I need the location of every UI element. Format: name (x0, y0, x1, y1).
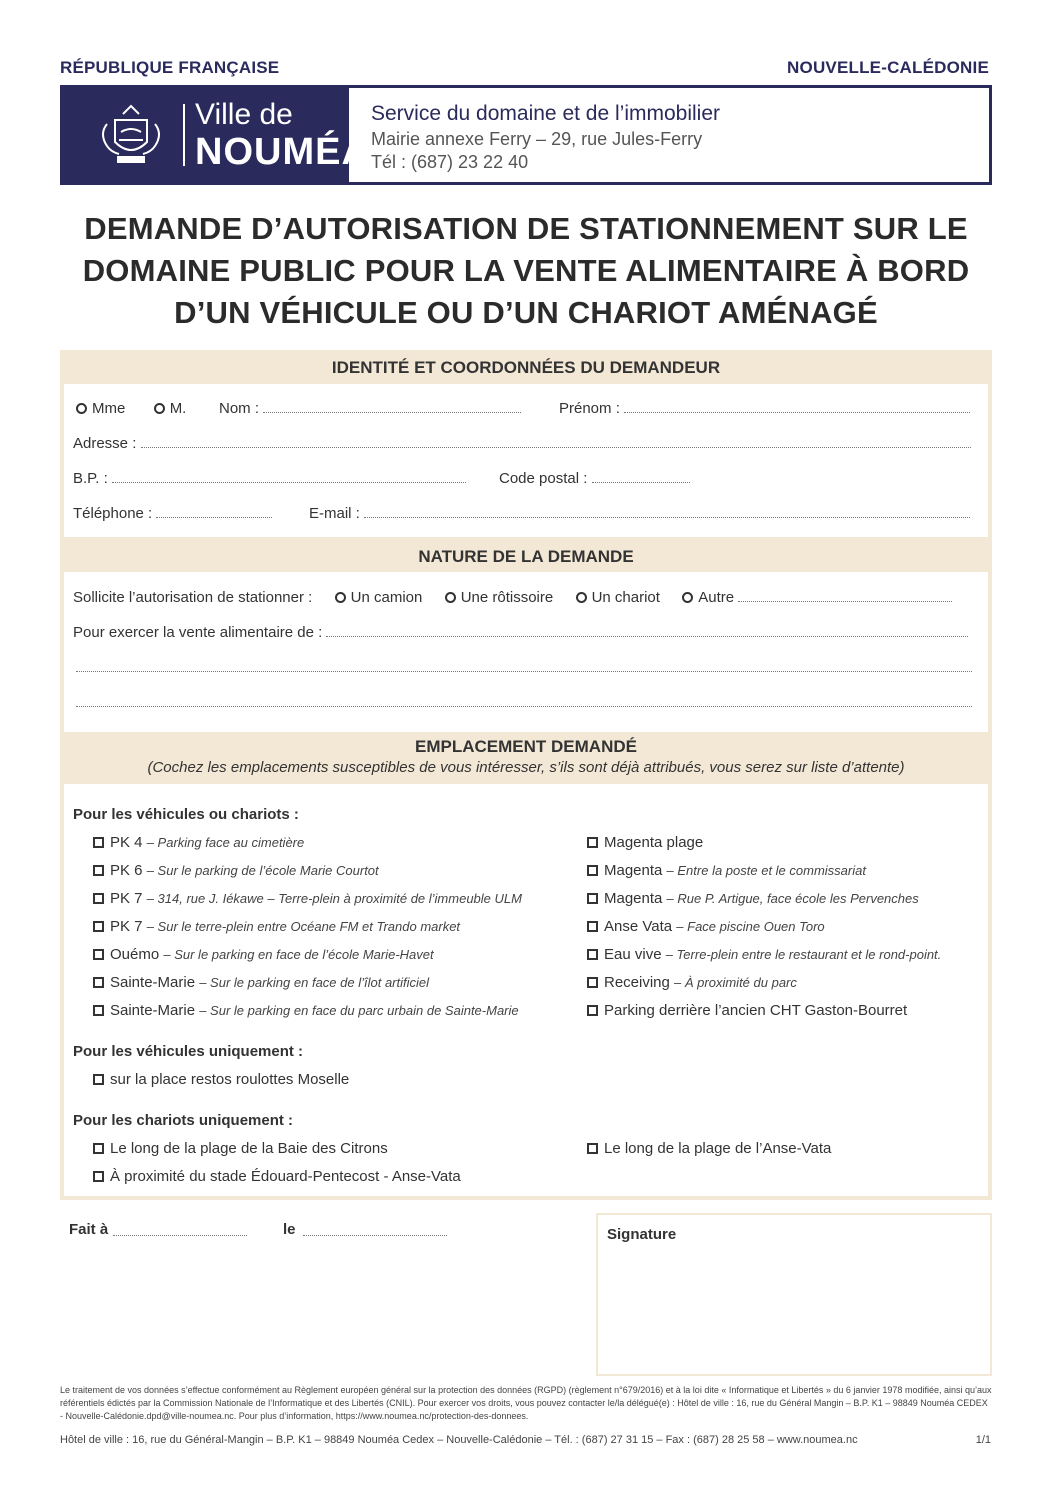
location-left-1[interactable]: PK 4 – Parking face au cimetière (93, 834, 304, 851)
vente-field-line3[interactable] (76, 694, 972, 707)
checkbox[interactable] (587, 1005, 598, 1016)
logo (63, 88, 370, 182)
group-vehicules-chariots-title: Pour les véhicules ou chariots : (73, 806, 299, 823)
checkbox[interactable] (587, 977, 598, 988)
header-box (60, 85, 992, 185)
logo-ville-de: Ville de (195, 98, 293, 131)
rotissoire-radio[interactable] (445, 592, 456, 603)
vente-field-line2[interactable] (76, 659, 972, 672)
location-left-6[interactable]: Sainte-Marie – Sur le parking en face de l’îlot artificiel (93, 974, 429, 991)
emplacement-subheading: (Cochez les emplacements susceptibles de vous intéresser, s’ils sont déjà attribués, vous serez sur liste d’attente) (147, 759, 905, 776)
identity-heading: IDENTITÉ ET COORDONNÉES DU DEMANDEUR (331, 358, 721, 377)
nom-field[interactable] (263, 400, 521, 413)
location-right-3[interactable]: Magenta – Rue P. Artigue, face école les Pervenches (587, 890, 919, 907)
checkbox[interactable] (93, 1171, 104, 1182)
service-title: Service du domaine et de l’immobilier (371, 102, 720, 125)
email-label: E-mail : (309, 505, 360, 522)
m-radio[interactable] (154, 403, 165, 414)
checkbox[interactable] (93, 921, 104, 932)
autre-label: Autre (698, 589, 735, 606)
signature-box[interactable] (596, 1213, 992, 1376)
location-vehicule-1[interactable]: sur la place restos roulottes Moselle (93, 1071, 349, 1088)
logo-separator (183, 104, 185, 166)
page-number: 1/1 (975, 1434, 991, 1446)
location-left-2[interactable]: PK 6 – Sur le parking de l’école Marie Courtot (93, 862, 379, 879)
email-field[interactable] (364, 505, 970, 518)
prenom-label: Prénom : (559, 400, 620, 417)
adresse-field[interactable] (141, 435, 971, 448)
emplacement-heading: EMPLACEMENT DEMANDÉ (415, 737, 637, 756)
service-address: Mairie annexe Ferry – 29, rue Jules-Ferry (371, 129, 703, 149)
location-chariot-2[interactable]: À proximité du stade Édouard-Pentecost - Anse-Vata (93, 1168, 461, 1185)
camion-label: Un camion (350, 589, 423, 606)
bp-label: B.P. : (73, 470, 108, 487)
checkbox[interactable] (587, 949, 598, 960)
chariot-radio[interactable] (576, 592, 587, 603)
checkbox[interactable] (93, 837, 104, 848)
chariot-label: Un chariot (591, 589, 660, 606)
code-postal-field[interactable] (592, 470, 690, 483)
location-left-4[interactable]: PK 7 – Sur le terre-plein entre Océane FM et Trando market (93, 918, 460, 935)
checkbox[interactable] (587, 1143, 598, 1154)
camion-radio[interactable] (335, 592, 346, 603)
fait-a-label: Fait à (69, 1221, 109, 1238)
location-right-4[interactable]: Anse Vata – Face piscine Ouen Toro (587, 918, 825, 935)
location-right-7[interactable]: Parking derrière l’ancien CHT Gaston-Bourret (587, 1002, 907, 1019)
telephone-label: Téléphone : (73, 505, 153, 522)
location-right-5[interactable]: Eau vive – Terre-plein entre le restaurant et le rond-point. (587, 946, 941, 963)
page-title: DEMANDE D’AUTORISATION DE STATIONNEMENT SUR LE DOMAINE PUBLIC POUR LA VENTE ALIMENTAIRE À BORD D’UN VÉHICULE OU D’UN CHARIOT AMÉNAGÉ (82, 211, 970, 330)
checkbox[interactable] (93, 865, 104, 876)
nature-heading: NATURE DE LA DEMANDE (418, 547, 634, 566)
vente-label: Pour exercer la vente alimentaire de : (73, 624, 323, 641)
checkbox[interactable] (587, 837, 598, 848)
group-chariots-title: Pour les chariots uniquement : (73, 1112, 294, 1129)
telephone-field[interactable] (156, 505, 272, 518)
signature-label: Signature (607, 1226, 677, 1243)
legal-notice: Le traitement de vos données s’effectue conformément au Règlement européen général sur la protection des données (RGPD) (règlement n°679/2016) et à la loi dite « Informatique et Libertés » du 6 janvier 1978 modifiée, ainsi qu’aux référentiels édictés par la Commission Nationale de l’Informatique et des Libertés (CNIL). Pour exercer vos droits, vous pouvez contacter le/la délégué(e) : Hôtel de ville : 16, rue du Général Mangin – B.P. K1 – 98849 Nouméa CEDEX - Nouvelle-Calédonie.dpd@ville-noumea.nc. Pour plus d’information, https://www.noumea.nc/protection-des-donnees. (60, 1385, 992, 1421)
location-right-2[interactable]: Magenta – Entre la poste et le commissariat (587, 862, 866, 879)
autre-radio[interactable] (682, 592, 693, 603)
date-label: le (283, 1221, 296, 1238)
checkbox[interactable] (93, 1005, 104, 1016)
nom-label: Nom : (219, 400, 260, 417)
autre-field[interactable] (738, 589, 952, 602)
location-right-6[interactable]: Receiving – À proximité du parc (587, 974, 797, 991)
vente-field[interactable] (326, 624, 968, 637)
sollicite-label: Sollicite l’autorisation de stationner : (73, 589, 313, 606)
location-right-1[interactable]: Magenta plage (587, 834, 703, 851)
prenom-field[interactable] (624, 400, 970, 413)
date-field[interactable] (303, 1223, 447, 1236)
checkbox[interactable] (587, 865, 598, 876)
location-left-7[interactable]: Sainte-Marie – Sur le parking en face du parc urbain de Sainte-Marie (93, 1002, 519, 1019)
checkbox[interactable] (93, 1143, 104, 1154)
mme-label: Mme (92, 400, 126, 417)
city-crest-icon (93, 102, 169, 166)
location-chariot-1[interactable]: Le long de la plage de la Baie des Citrons (93, 1140, 388, 1157)
footer-address: Hôtel de ville : 16, rue du Général-Mangin – B.P. K1 – 98849 Nouméa Cedex – Nouvelle-Calédonie – Tél. : (687) 27 31 15 – Fax : (687) 28 25 58 – www.noumea.nc (60, 1434, 858, 1446)
group-vehicules-title: Pour les véhicules uniquement : (73, 1043, 304, 1060)
checkbox[interactable] (93, 893, 104, 904)
identity-section (60, 350, 992, 541)
m-label: M. (169, 400, 187, 417)
adresse-label: Adresse : (73, 435, 137, 452)
fait-a-field[interactable] (113, 1223, 247, 1236)
nature-section (60, 541, 992, 732)
rotissoire-label: Une rôtissoire (460, 589, 554, 606)
republique-label: RÉPUBLIQUE FRANÇAISE (60, 58, 280, 77)
code-postal-label: Code postal : (499, 470, 588, 487)
checkbox[interactable] (93, 1074, 104, 1085)
logo-noumea: NOUMÉA (195, 131, 370, 173)
bp-field[interactable] (112, 470, 466, 483)
checkbox[interactable] (587, 921, 598, 932)
emplacement-section (60, 732, 992, 1200)
location-chariot-3[interactable]: Le long de la plage de l’Anse-Vata (587, 1140, 831, 1157)
service-phone: Tél : (687) 23 22 40 (371, 152, 529, 172)
checkbox[interactable] (93, 977, 104, 988)
location-left-5[interactable]: Ouémo – Sur le parking en face de l’école Marie-Havet (93, 946, 434, 963)
checkbox[interactable] (93, 949, 104, 960)
region-label: NOUVELLE-CALÉDONIE (787, 58, 989, 77)
location-left-3[interactable]: PK 7 – 314, rue J. Iékawe – Terre-plein à proximité de l’immeuble ULM (93, 890, 522, 907)
mme-radio[interactable] (76, 403, 87, 414)
checkbox[interactable] (587, 893, 598, 904)
